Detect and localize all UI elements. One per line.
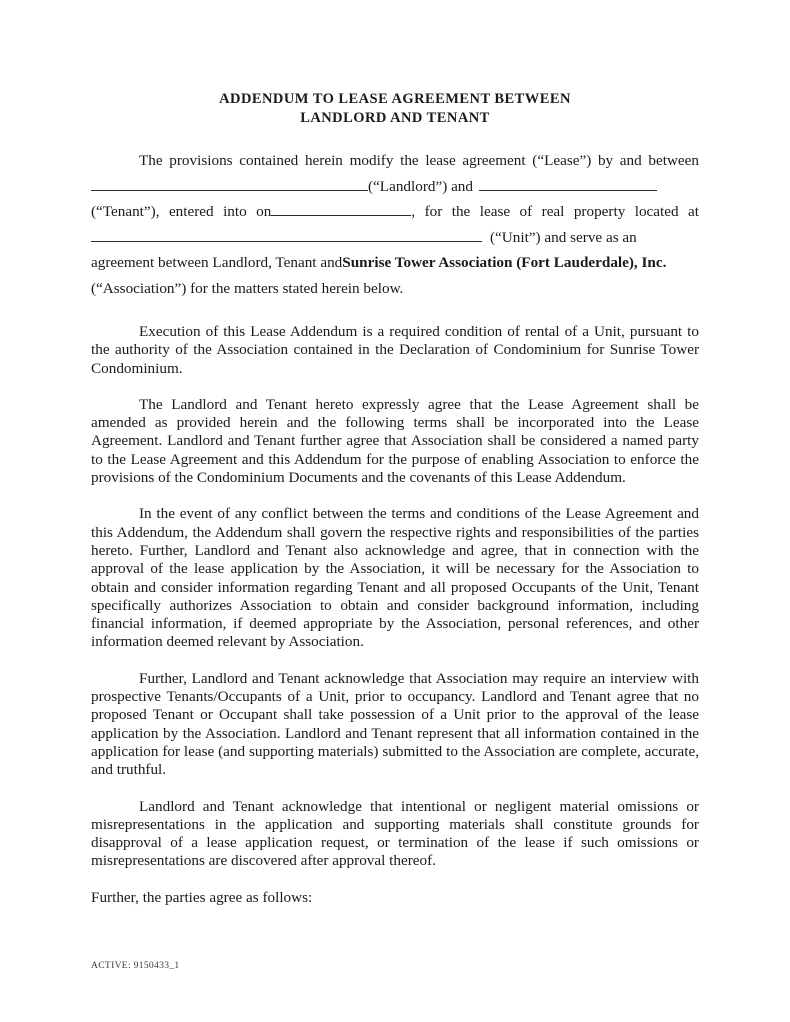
paragraph-amendment: The Landlord and Tenant hereto expressly agree that the Lease Agreement shall be amended as provided herein and the following terms shall be incorporated into the Lease Agreement. Landlord and Tenant further agree that Association shall be considered a named party to the Lease Agreement and this Addendum for the purpose of enabling Association to enforce the provisions of the Condominium Documents and the covenants of this Lease Addendum.	[91, 395, 699, 487]
title-line-2: LANDLORD AND TENANT	[300, 110, 490, 126]
intro-block	[91, 148, 699, 301]
document-body	[91, 0, 699, 907]
page-title	[91, 90, 699, 128]
association-label-line	[91, 276, 699, 302]
unit-label: (“Unit”) and serve as an	[490, 228, 637, 246]
tenant-label: (“Tenant”), entered into on	[91, 203, 272, 220]
body-paragraphs	[91, 323, 699, 907]
paragraph-execution: Execution of this Lease Addendum is a required condition of rental of a Unit, pursuant to the authority of the Association contained in the Declaration of Condominium for Sunrise Tower Condominium.	[91, 323, 699, 377]
paragraph-misrepresentation: Landlord and Tenant acknowledge that intentional or negligent material omissions or misrepresentations in the application and supporting materials shall constitute grounds for disapproval of a lease application request, or termination of the lease if such omissions or misrepresentations are discovered after approval thereof.	[91, 797, 699, 870]
title-line-1: ADDENDUM TO LEASE AGREEMENT BETWEEN	[219, 91, 571, 107]
agreement-prefix: agreement between Landlord, Tenant and	[91, 254, 343, 271]
unit-blank-line	[91, 225, 699, 251]
closing-line: Further, the parties agree as follows:	[91, 888, 313, 906]
after-date-text: , for the lease of real property located at	[411, 203, 699, 220]
landlord-label: (“Landlord”) and	[368, 177, 473, 195]
lease-date-blank[interactable]	[271, 200, 411, 216]
association-line	[91, 250, 699, 276]
paragraph-conflict: In the event of any conflict between the terms and conditions of the Lease Agreement and this Addendum, the Addendum shall govern the respective rights and responsibilities of the parties hereto. Further, Landlord and Tenant also acknowledge and agree, that in connection with the approval of the lease application by the Association, it will be necessary for the Association to obtain and consider information regarding Tenant and all proposed Occupants of the Unit, Tenant specifically authorizes Association to obtain and consider background information, including financial information, if deemed appropriate by the Association, personal references, and other information deemed relevant by Association.	[91, 505, 699, 651]
tenant-name-blank[interactable]	[479, 175, 657, 191]
association-label: (“Association”) for the matters stated herein below.	[91, 279, 404, 297]
association-name: Sunrise Tower Association (Fort Lauderdale), Inc.	[342, 254, 667, 271]
landlord-name-blank[interactable]	[91, 175, 368, 191]
footer-reference: ACTIVE: 9150433_1	[91, 960, 180, 971]
tenant-date-line	[91, 199, 699, 225]
intro-sentence-1: The provisions contained herein modify the lease agreement (“Lease”) by and between	[139, 152, 699, 169]
unit-address-blank[interactable]	[91, 226, 482, 242]
paragraph-interview: Further, Landlord and Tenant acknowledge that Association may require an interview with prospective Tenants/Occupants of a Unit, prior to occupancy. Landlord and Tenant agree that no proposed Tenant or Occupant shall take possession of a Unit prior to the approval of the lease application by the Association. Landlord and Tenant represent that all information contained in the application for lease (and supporting materials) submitted to the Association are complete, accurate, and truthful.	[91, 669, 699, 779]
landlord-blank-line	[91, 174, 699, 200]
